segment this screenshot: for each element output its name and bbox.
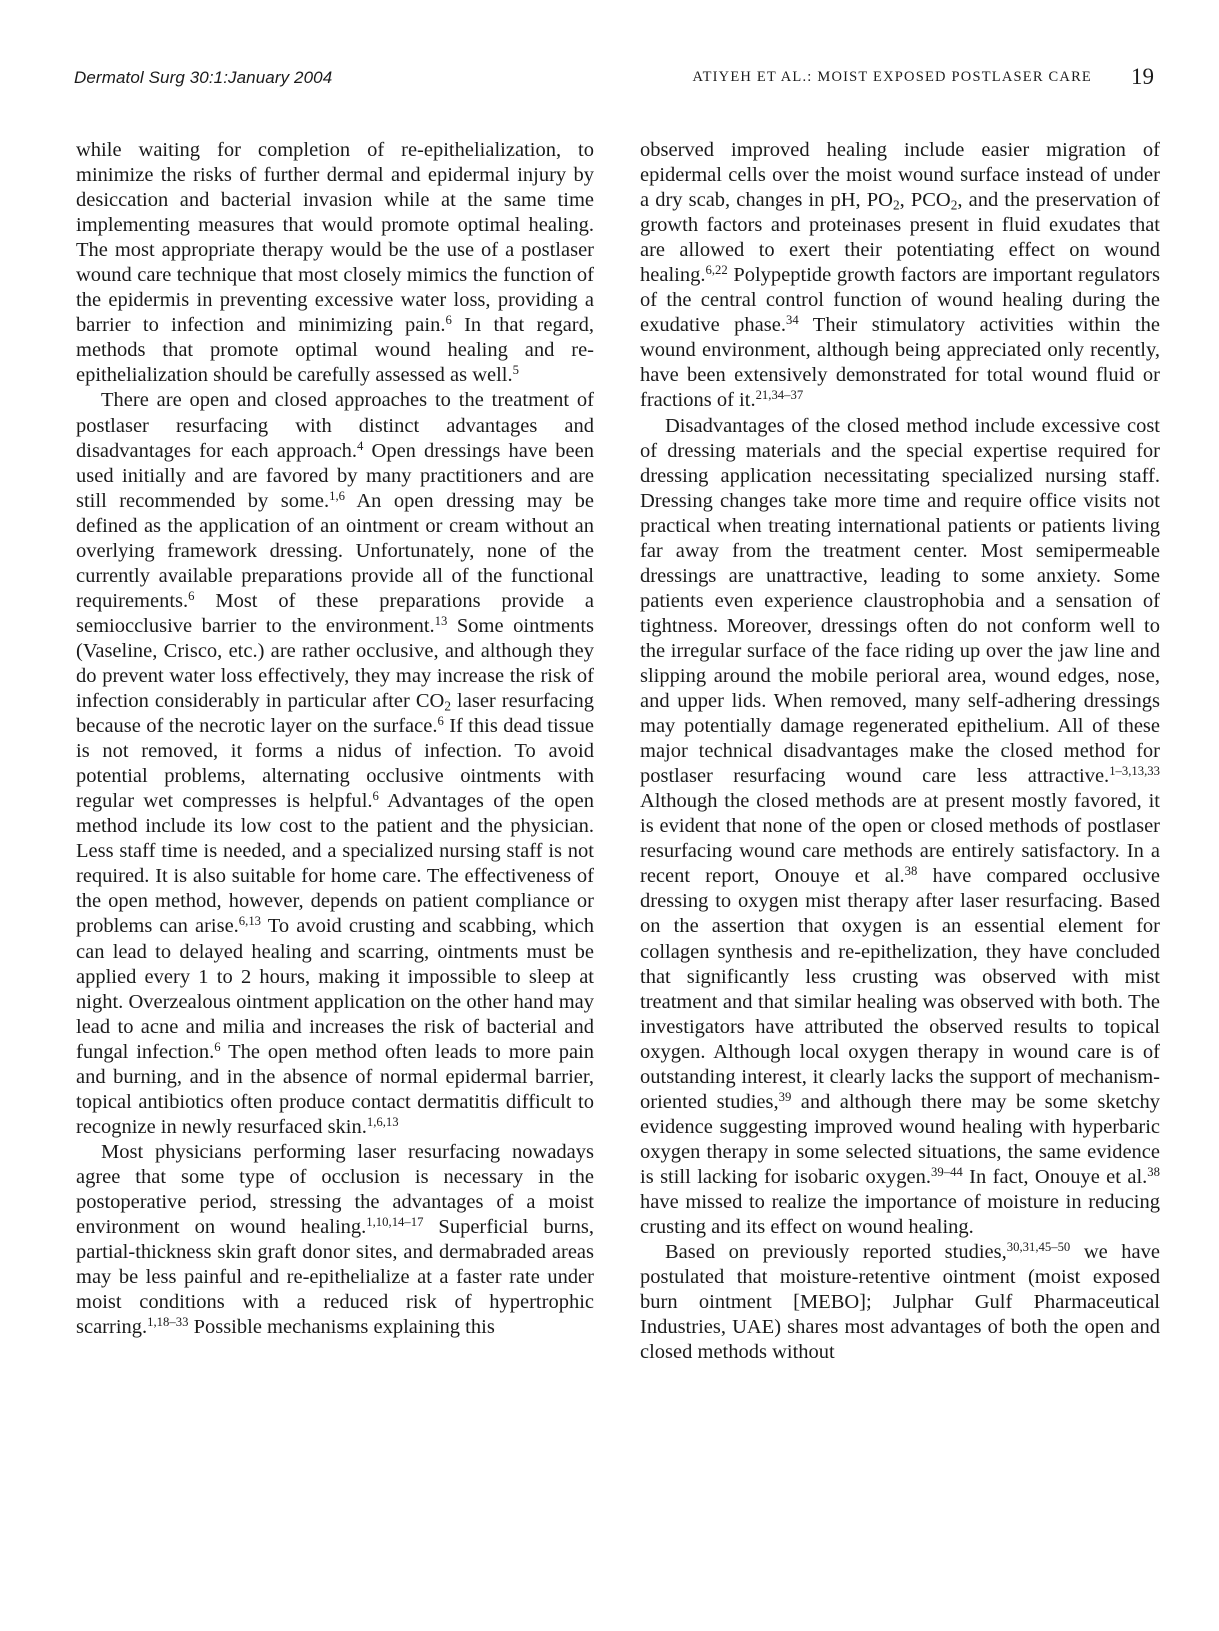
paragraph-closed-disadvantages: Disadvantages of the closed method include excessive cost of dressing materials and the special expertise required for dressing application necessitating specialized nursing staff. Dressing changes take more time and require office visits not practical when treating international patients or patients living far away from the treatment center. Most semipermeable dressings are unattractive, leading to some anxiety. Some patients even experience claustrophobia and a sensation of tightness. Moreover, dressings often do not conform well to the irregular surface of the face riding up over the jaw line and slipping around the mobile perioral area, wound edges, nose, and upper lids. When removed, many self-adhering dressings may potentially damage regenerated epithelium. All of these major technical disadvantages make the closed method for postlaser resurfacing wound care less attractive.$^{1-3,13,33}$ Although the closed methods are at present mostly favored, it is evident that none of the open or closed methods of postlaser resurfacing wound care methods are entirely satisfactory. In a recent report, Onouye et al.$^{38}$ have compared occlusive dressing to oxygen mist therapy after laser resurfacing. Based on the assertion that oxygen is an essential element for collagen synthesis and re-epithelization, they have concluded that significantly less crusting was observed with mist treatment and that similar healing was observed with both. The investigators have attributed the observed results to topical oxygen. Although local oxygen therapy in wound care is of outstanding interest, it clearly lacks the support of mechanism-oriented studies,$^{39}$ and although there may be some sketchy evidence suggesting improved wound healing with hyperbaric oxygen therapy in some selected situations, the same evidence is still lacking for isobaric oxygen.$^{39-44}$ In fact, Onouye et al.$^{38}$ have missed to realize the importance of moisture in reducing crusting and its effect on wound healing. <box>640 414 1160 1239</box>
paragraph-open-closed: There are open and closed approaches to the treatment of postlaser resurfacing with distinct advantages and disadvantages for each approach.$^4$ Open dressings have been used initially and are favored by many practitioners and are still recommended by some.$^{1,6}$ An open dressing may be defined as the application of an ointment or cream without an overlying framework dressing. Unfortunately, none of the currently available preparations provide all of the functional requirements.$^6$ Most of these preparations provide a semiocclusive barrier to the environment.$^{13}$ Some ointments (Vaseline, Crisco, etc.) are rather occlusive, and although they do prevent water loss effectively, they may increase the risk of infection considerably in particular after $CO_2$ laser resurfacing because of the necrotic layer on the surface.$^6$ If this dead tissue is not removed, it forms a nidus of infection. To avoid potential problems, alternating occlusive ointments with regular wet compresses is helpful.$^6$ Advantages of the open method include its low cost to the patient and the physician. Less staff time is needed, and a specialized nursing staff is not required. It is also suitable for home care. The effectiveness of the open method, however, depends on patient compliance or problems can arise.$^{6,13}$ To avoid crusting and scabbing, which can lead to delayed healing and scarring, ointments must be applied every 1 to 2 hours, making it impossible to sleep at night. Overzealous ointment application on the other hand may lead to acne and milia and increases the risk of bacterial and fungal infection.$^6$ The open method often leads to more pain and burning, and in the absence of normal epidermal barrier, topical antibiotics often produce contact dermatitis difficult to recognize in newly resurfaced skin.$^{1,6,13}$ <box>76 389 594 1138</box>
paragraph-continuation: while waiting for completion of re-epithelialization, to minimize the risks of further dermal and epidermal injury by desiccation and bacterial invasion while at the same time implementing measures that would promote optimal healing. The most appropriate therapy would be the use of a postlaser wound care technique that most closely mimics the function of the epidermis in preventing excessive water loss, providing a barrier to infection and minimizing pain.$^6$ In that regard, methods that promote optimal wound healing and re-epithelialization should be carefully assessed as well.$^5$ <box>76 139 594 387</box>
left-column <box>76 138 594 1340</box>
running-header <box>74 64 1154 98</box>
paragraph-occlusion: Most physicians performing laser resurfacing nowadays agree that some type of occlusion is necessary in the postoperative period, stressing the advantages of a moist environment on wound healing.$^{1,10,14-17}$ Superficial burns, partial-thickness skin graft donor sites, and dermabraded areas may be less painful and re-epithelialize at a faster rate under moist conditions with a reduced risk of hypertrophic scarring.$^{1,18-33}$ Possible mechanisms explaining this <box>76 1140 594 1339</box>
page-number: 19 <box>1131 64 1154 89</box>
paragraph-mechanisms: observed improved healing include easier migration of epidermal cells over the moist wound surface instead of under a dry scab, changes in pH, $PO_2$, $PCO_2$, and the preservation of growth factors and proteinases present in fluid exudates that are allowed to exert their potentiating effect on wound healing.$^{6,22}$ Polypeptide growth factors are important regulators of the central control function of wound healing during the exudative phase.$^{34}$ Their stimulatory activities within the wound environment, although being appreciated only recently, have been extensively demonstrated for total wound fluid or fractions of it.$^{21,34-37}$ <box>640 139 1160 412</box>
journal-citation: Dermatol Surg 30:1:January 2004 <box>74 68 333 87</box>
paragraph-mebo: Based on previously reported studies,$^{30,31,45-50}$ we have postulated that moisture-retentive ointment (moist exposed burn ointment [MEBO]; Julphar Gulf Pharmaceutical Industries, UAE) shares most advantages of both the open and closed methods without <box>640 1240 1161 1364</box>
running-title: ATIYEH ET AL.: MOIST EXPOSED POSTLASER CARE <box>692 69 1092 85</box>
right-column <box>640 138 1160 1365</box>
